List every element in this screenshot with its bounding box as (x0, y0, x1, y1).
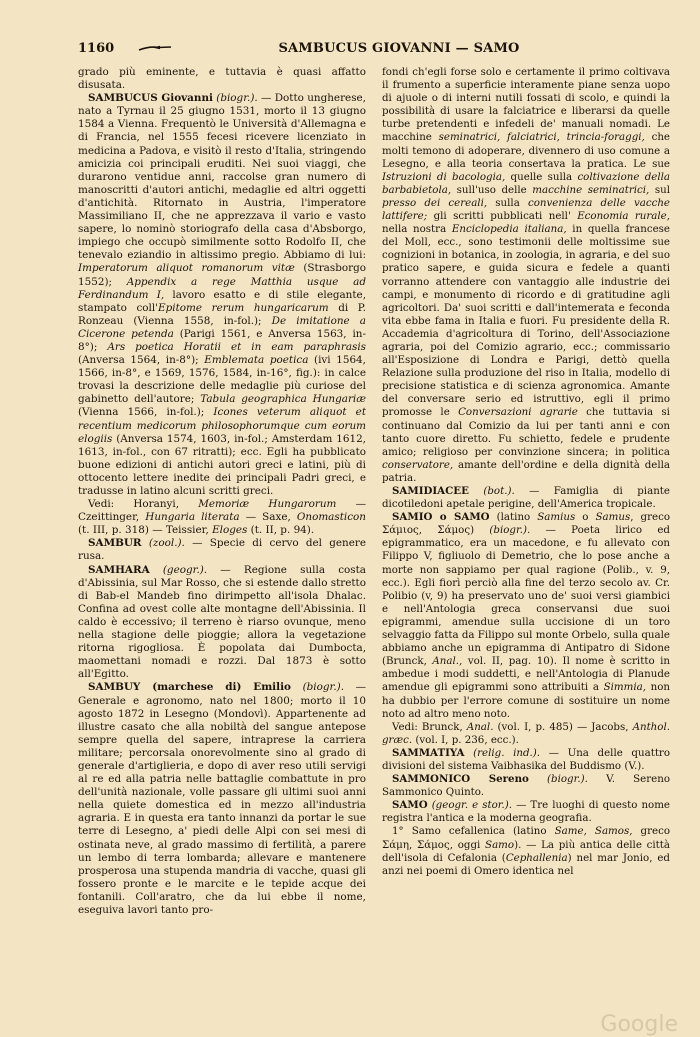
text: grado più eminente, e tuttavia è quasi affatto disusata. (78, 66, 366, 92)
headword: SAMMONICO Sereno (392, 773, 529, 786)
text: in quella francese del Moll, ecc., sono testimonii delle moltissime sue cognizioni in botanica, in zoologia, in agraria, e del suo pratico sapere, e guida sicura e fedele a quanti vorranno attendere con vantaggio alle industrie dei campi, e monumento di ricordo e di gratitudine agli agricoltori. Da' suoi scritti e dall'intemerata e feconda vita ebbe fama in Italia e fuori. Fu presidente della R. Accademia d'agricoltura di Torino, dell'Associazione agraria, poi del Comizio agrario, ecc.; commissario all'Esposizione di Londra e Parigi, dettò quella Relazione sulla produzione del riso in Italia, modello di precisione statistica e di scienza agronomica. Amante del conversare serio ed istruttivo, egli il primo promosse le (382, 223, 671, 419)
title-text: Istruzioni di bacologia, (382, 170, 506, 183)
page-number: 1160 (78, 40, 115, 56)
title-text: Onomasticon (296, 511, 366, 524)
text: nella nostra (382, 223, 452, 236)
text: — Saxe, (239, 511, 297, 524)
headword: SAMBUCUS Giovanni (88, 92, 213, 105)
text: (latino (489, 511, 538, 524)
entry-tag: (geogr.). (162, 563, 208, 576)
text: gli scritti pubblicati nell' (427, 210, 578, 223)
entry-samidiacee (382, 485, 670, 511)
entry-sambuy-continued (382, 66, 670, 485)
text: ) nel mar Jonio, ed anzi nei poemi di Omero identica nel (382, 851, 670, 877)
entry-tag: (biogr.). (216, 92, 258, 105)
entry-sammatiya (382, 747, 670, 773)
title-text: Imperatorum aliquot romanorum vitæ (78, 262, 295, 275)
running-head: SAMBUCUS GIOVANNI — SAMO (278, 40, 520, 56)
entry-tag: (geogr. e stor.). (431, 799, 513, 812)
entry-tag: (biogr.). (547, 773, 588, 786)
headword: SAMBUR (88, 537, 142, 550)
text: — Specie di cervo del genere rusa. (78, 537, 366, 563)
title-text: Simmia, (603, 681, 646, 694)
title-text: convenienza delle vacche lattifere; (382, 196, 670, 223)
text: Vedi: Horanyi, (88, 498, 199, 511)
text: non ha dubbio per l'errore comune di sostituire un nome noto ad altro meno noto. (382, 681, 670, 720)
entry-sambur (78, 537, 366, 563)
headword: SAMBUY (marchese di) Emilio (88, 681, 291, 694)
text: , greco Σάμιος, Σάμος) (382, 511, 670, 537)
title-text: Tabula geographica Hungariæ (200, 393, 366, 406)
headword: SAMO (392, 799, 428, 812)
title-text: Samus (595, 511, 631, 524)
text: — Poeta lirico ed epigrammatico, era un macedone, e fu allevato con Filippo V, figliuolo di Demetrio, che lo pose anche a morte non sappiamo per qual ragione (Polib., v. 9, ecc.). Egli fiorì perciò alla fine del terzo secolo av. Cr. Polibio (v, 9) ha preservato uno de' suoi versi giambici e nell'Antologia greca conservansi due suoi epigrammi, amendue sulla uccisione di un toro selvaggio fatta da Filippo sul monte Orbelo, sulla quale abbiamo anche un epigramma di Antipatro di Sidone (Brunck, (382, 524, 670, 668)
title-text: macchine seminatrici, (532, 183, 650, 196)
entry-samo (382, 799, 670, 825)
entry-samio-references (382, 721, 670, 747)
title-text: Appendix a rege Matthia usque ad Ferdinandum I, (78, 275, 366, 301)
right-column (382, 66, 670, 917)
title-text: seminatrici, falciatrici, trincia-foraggi, (438, 131, 645, 144)
entry-samhara (78, 564, 366, 682)
entry-tag: (relig. ind.). (473, 746, 541, 759)
headword: SAMIDIACEE (392, 485, 469, 497)
title-text: Memoriæ Hungarorum (198, 498, 337, 511)
entry-references (78, 498, 366, 537)
title-text: Same, Samos, (554, 825, 633, 838)
text: vol. II, pag. 10). Il nome è scritto in ambedue i modi suddetti, e nell'Antologia di Planude amendue gli epigrammi sono attribuiti a (382, 655, 671, 694)
text: ). — La più antica delle città dell'isola di Cefalonia ( (382, 838, 670, 864)
entry-samo-cefallenica (382, 825, 670, 877)
title-text: Samius (537, 511, 576, 524)
text: (ivi 1564, 1566, in-8°, e 1569, 1576, 1584, in-16°, fig.): in calce trovasi la descrizione delle medaglie più curiose del gabinetto dell'autore; (78, 354, 366, 406)
text: che molti temono di adoperare, divennero di uso comune a Lesegno, e alla teoria consertava la pratica. Le sue (382, 131, 670, 170)
text: (Vienna 1566, in-fol.); (78, 406, 214, 419)
title-text: Anthol. græc. (382, 720, 670, 746)
text: di P. Ronzeau (Vienna 1558, in-fol.); (78, 301, 366, 327)
title-text: conservatore, (382, 458, 454, 471)
text: sulla (487, 196, 528, 209)
watermark: Google (600, 1012, 678, 1037)
text: o (575, 511, 596, 524)
text: (vol. I, p. 485) — Jacobs, (493, 720, 633, 733)
entry-tag: (biogr.). (302, 681, 344, 694)
title-text: Epitome rerum hungaricarum (158, 301, 329, 314)
title-text: Eloges (212, 524, 248, 537)
text: quelle sulla (505, 170, 578, 183)
text: lavoro esatto e di stile elegante, stampato coll' (78, 288, 367, 314)
entry-tag: (biogr.). (489, 524, 531, 537)
entry-sammonico (382, 773, 670, 799)
text: — Famiglia di piante dicotiledoni apetale perigine, dell'America tropicale. (382, 485, 670, 511)
title-text: De imitatione a Cicerone petenda (78, 314, 366, 340)
entry-continuation (78, 66, 366, 92)
text: Vedi: Brunck, (392, 720, 467, 733)
text: (Strasborgo 1552); (78, 262, 366, 288)
text: — Tre luoghi di questo nome registra l'antica e la moderna geografia. (382, 799, 670, 825)
text: V. Sereno Sammonico Quinto. (382, 773, 670, 799)
text: — Czeittinger, (78, 498, 366, 524)
headword: SAMMATIYA (392, 746, 465, 759)
text: (Parigi 1561, e Anversa 1563, in-8°); (78, 327, 366, 353)
entry-sambucus (78, 92, 366, 498)
title-text: Anal., (432, 655, 463, 668)
text: (vol. I, p. 236, ecc.). (412, 733, 519, 746)
title-text: Economia rurale, (577, 210, 670, 223)
text: (Anversa 1574, 1603, in-fol.; Amsterdam 1612, 1613, in-fol., con 67 ritratti); ecc. Egli ha pubblicato buone edizioni di antichi autori greci e latini, più di ottocento lettere inedite dei principali Padri greci, e tradusse in latino alcuni scritti greci. (78, 432, 366, 497)
text: che tuttavia si continuano dal Comizio da lui per tanti anni e con tanto cuore diretto. Fu schietto, fedele e prudente amico; religioso per convinzione sincera; in politica (382, 406, 670, 458)
text: greco Σάμη, Σάμος, oggi (382, 825, 670, 851)
entry-tag: (bot.). (483, 485, 515, 497)
page-header (78, 36, 670, 60)
title-text: coltivazione della barbabietola, (382, 170, 670, 196)
title-text: Cephallenia (505, 851, 568, 864)
entry-sambuy (78, 681, 366, 917)
text: 1° Samo cefallenica (latino (392, 825, 555, 838)
title-text: Ars poetica Horatii et in eam paraphrasis (107, 340, 366, 353)
title-text: Conversazioni agrarie (458, 406, 578, 419)
title-text: Enciclopedia italiana, (451, 223, 567, 236)
text: (t. III, p. 318) — Teissier, (78, 524, 213, 537)
entry-samio (382, 511, 670, 721)
left-column (78, 66, 366, 917)
text: (t. II, p. 94). (247, 524, 315, 537)
entry-tag: (zool.). (148, 537, 185, 550)
headword: SAMIO o SAMO (392, 511, 490, 524)
title-text: presso dei cereali, (382, 196, 488, 209)
text: — Dotto ungherese, nato a Tyrnau il 25 giugno 1531, morto il 13 giugno 1584 a Vienna. Frequentò le Università d'Allemagna e di Francia, nel 1555 fecesi ricevere licenziato in medicina a Padova, e visitò il resto d'Italia, stringendo amicizia coi principali eruditi. Nei suoi viaggi, che durarono ventidue anni, raccolse gran numero di manoscritti d'autori antichi, medaglie ed altri oggetti d'antichità. Ritornato in Austria, l'imperatore Massimiliano II, che ne apprezzava il vario e vasto sapere, lo nominò storiografo della casa d'Absborgo, impiego che occupò similmente sotto Rodolfo II, che tenevalo eziandio in altissimo pregio. Abbiamo di lui: (78, 92, 366, 262)
text: amante dell'ordine e della dignità della patria. (382, 458, 670, 484)
text: — Una delle quattro divisioni del sistema Vaibhasika del Buddismo (V.). (382, 746, 671, 772)
title-text: Samo (485, 838, 515, 851)
text: — Generale e agronomo, nato nel 1800; morto il 10 agosto 1872 in Lesegno (Mondovì). Appartenente ad illustre casato che alla nobiltà del sangue antepose sempre quella del sapere, intraprese la carriera militare; percorsala onorevolmente sino al grado di generale d'artiglieria, e dopo di aver reso utili servigi al re ed alla patria nelle battaglie combattute in pro dell'unità nazionale, volle passare gli ultimi suoi anni nella quiete domestica ed in mezzo all'industria agraria. E in questa era tanto innanzi da portar le sue terre di Lesegno, a' piedi delle Alpi con sei mesi di ostinata neve, al grado massimo di fertilità, a parere un lembo di terra lombarda; allevare e mantenere prosperosa una stupenda mandria di vacche, quasi gli fossero pronte e le marcite e le tepide acque dei fontanili. Coll'aratro, che da lui ebbe il nome, eseguiva lavori tanto pro- (78, 681, 366, 916)
text: sul (649, 183, 671, 196)
headword: SAMHARA (88, 563, 150, 576)
text: (Anversa 1564, in-8°); (78, 354, 205, 367)
title-text: Emblemata poetica (204, 354, 309, 367)
title-text: Anal. (466, 720, 494, 733)
ornament-icon (138, 44, 198, 52)
title-text: Icones veterum aliquot et recentium medicorum philosophorumque cum eorum elogiis (78, 406, 367, 445)
text: fondi ch'egli forse solo e certamente il primo coltivava il frumento a superficie interamente piane senza uopo di ajuole o di interni nutili fossati di scolo, e quindi la possibilità di usare la falciatrice e liberarsi da quelle turbe pretendenti e infedeli de' manuali nomadi. Le macchine (382, 66, 670, 144)
text: sull'uso delle (451, 183, 533, 196)
title-text: Hungaria literata (145, 511, 240, 524)
text: — Regione sulla costa d'Abissinia, sul Mar Rosso, che si estende dallo stretto di Bab-el Mandeb fino dirimpetto all'isola Dhalac. Confina ad ovest colle alte montagne dell'Abissinia. Il caldo è eccessivo; il terreno è riarso ovunque, meno nella stagione delle pioggie; allora la vegetazione ritorna rigogliosa. È popolata dai Dumbocta, maomettani nomadi e rozzi. Dal 1873 è sotto all'Egitto. (78, 563, 366, 681)
